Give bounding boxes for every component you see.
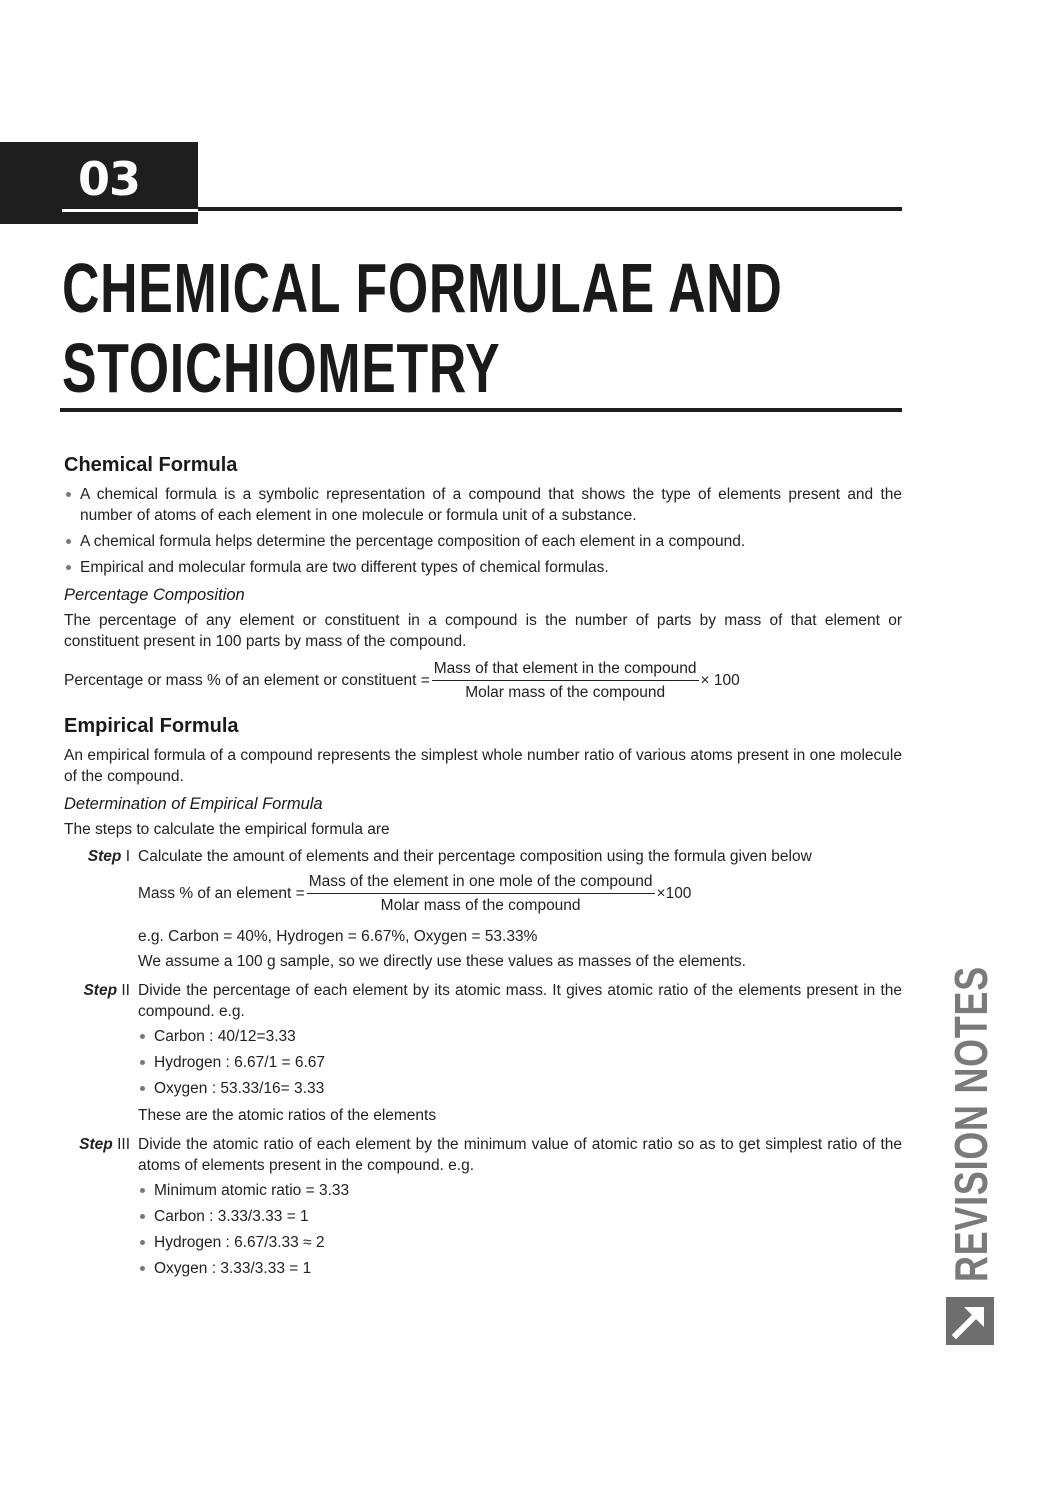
step-2-list — [138, 1026, 902, 1099]
formula-numerator: Mass of that element in the compound — [432, 658, 699, 681]
title-line-2: STOICHIOMETRY — [62, 329, 501, 407]
list-item: Empirical and molecular formula are two different types of chemical formulas. — [64, 557, 902, 578]
list-item: Hydrogen : 6.67/1 = 6.67 — [138, 1052, 902, 1073]
step-3-text: Divide the atomic ratio of each element by the minimum value of atomic ratio so as to get simplest ratio of the atoms of elements present in the compound. e.g. — [138, 1136, 902, 1174]
determination-intro: The steps to calculate the empirical formula are — [64, 821, 390, 838]
heading-empirical-formula: Empirical Formula — [64, 715, 239, 737]
step-2-body — [138, 980, 902, 1130]
heading-chemical-formula: Chemical Formula — [64, 454, 238, 476]
page-title — [62, 248, 783, 408]
percentage-composition-text: The percentage of any element or constituent in a compound is the number of parts by mass of that element or constituent present in 100 parts by mass of the compound. — [64, 612, 902, 650]
step-3-label: Step III — [79, 1136, 130, 1153]
step-1 — [64, 846, 902, 976]
formula-lhs: Mass % of an element = — [138, 885, 305, 902]
chemical-formula-list — [64, 484, 902, 578]
formula-numerator: Mass of the element in one mole of the compound — [307, 871, 655, 894]
step-3-list — [138, 1180, 902, 1279]
list-item: Minimum atomic ratio = 3.33 — [138, 1180, 902, 1201]
formula-suffix: ×100 — [656, 885, 692, 902]
list-item: A chemical formula is a symbolic representation of a compound that shows the type of elements present and the number of atoms of each element in one molecule or formula unit of a substance. — [64, 484, 902, 526]
step-1-example: e.g. Carbon = 40%, Hydrogen = 6.67%, Oxygen = 53.33% — [138, 928, 538, 945]
chapter-underline — [62, 209, 198, 212]
chapter-number: 03 — [78, 152, 141, 206]
formula-fraction — [307, 871, 655, 916]
revision-notes-tab — [944, 877, 998, 1282]
step-1-label: Step I — [87, 848, 130, 865]
percentage-formula — [64, 658, 902, 703]
list-item: Carbon : 3.33/3.33 = 1 — [138, 1206, 902, 1227]
step-2 — [64, 980, 902, 1130]
list-item: Carbon : 40/12=3.33 — [138, 1026, 902, 1047]
empirical-formula-text: An empirical formula of a compound represents the simplest whole number ratio of various atoms present in one molecule of the compound. — [64, 747, 902, 785]
formula-suffix: × 100 — [700, 672, 740, 689]
step-3 — [64, 1134, 902, 1285]
top-rule — [198, 207, 902, 211]
step-1-body — [138, 846, 902, 976]
list-item: A chemical formula helps determine the percentage composition of each element in a compound. — [64, 531, 902, 552]
list-item: Hydrogen : 6.67/3.33 ≈ 2 — [138, 1232, 902, 1253]
title-line-1: CHEMICAL FORMULAE AND — [62, 249, 783, 327]
formula-lhs: Percentage or mass % of an element or constituent = — [64, 672, 430, 689]
list-item: Oxygen : 53.33/16= 3.33 — [138, 1078, 902, 1099]
arrow-up-right-icon — [946, 1297, 994, 1345]
step-2-label: Step II — [83, 982, 130, 999]
step-2-text: Divide the percentage of each element by its atomic mass. It gives atomic ratio of the elements present in the compound. e.g. — [138, 982, 902, 1020]
step-2-note: These are the atomic ratios of the elements — [138, 1107, 437, 1124]
revision-notes-label: REVISION NOTES — [945, 966, 997, 1282]
heading-percentage-composition: Percentage Composition — [64, 586, 245, 604]
mass-percent-formula — [138, 871, 902, 916]
step-1-note: We assume a 100 g sample, so we directly use these values as masses of the elements. — [138, 953, 746, 970]
page-content — [64, 452, 902, 1289]
title-rule — [60, 408, 902, 412]
step-1-text: Calculate the amount of elements and their percentage composition using the formula given below — [138, 848, 812, 865]
formula-denominator: Molar mass of the compound — [465, 684, 666, 701]
formula-denominator: Molar mass of the compound — [380, 897, 581, 914]
step-3-body — [138, 1134, 902, 1285]
formula-fraction — [432, 658, 699, 703]
list-item: Oxygen : 3.33/3.33 = 1 — [138, 1258, 902, 1279]
heading-determination: Determination of Empirical Formula — [64, 795, 323, 813]
